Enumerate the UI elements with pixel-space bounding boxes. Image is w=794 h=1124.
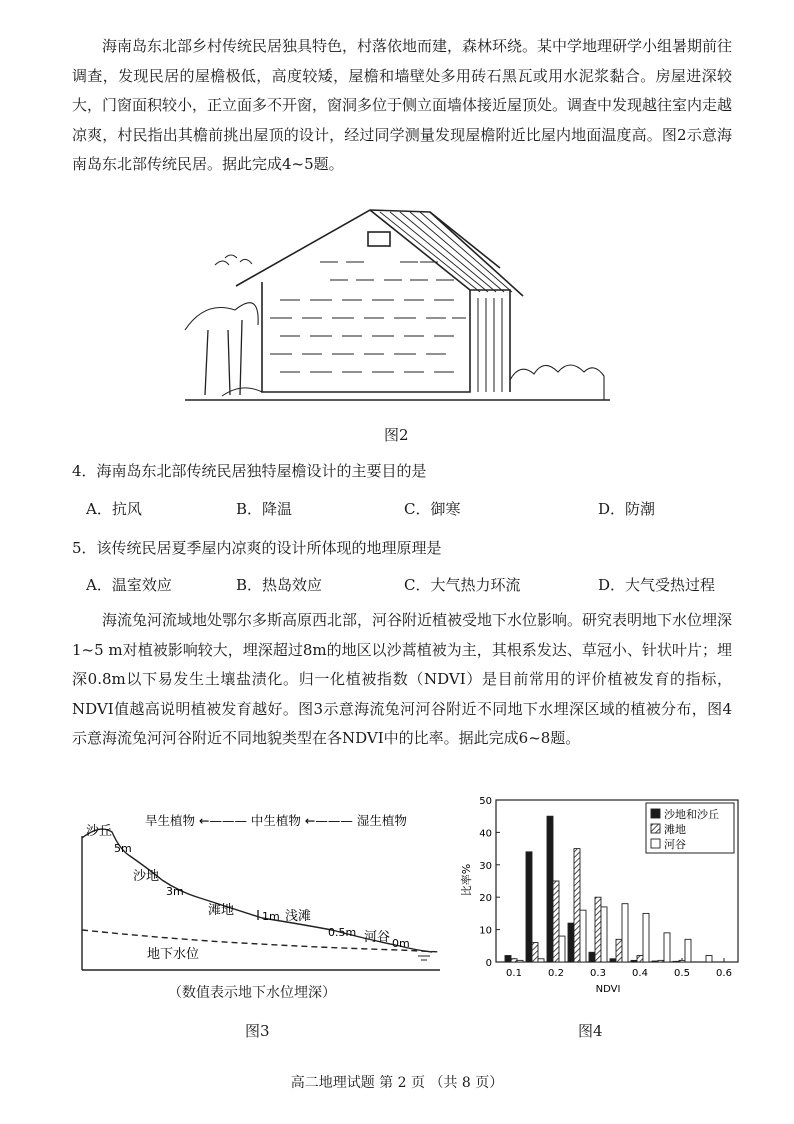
bar xyxy=(664,933,670,962)
bar xyxy=(547,816,553,962)
bar xyxy=(595,897,601,962)
bar xyxy=(517,960,523,962)
depth-3m: 3m xyxy=(166,885,184,898)
x-tick-label: 0.1 xyxy=(506,968,522,979)
x-axis-label: NDVI xyxy=(595,984,621,995)
depth-0m: 0m xyxy=(392,937,410,950)
x-tick-label: 0.4 xyxy=(632,968,648,979)
y-tick-label: 10 xyxy=(479,925,492,937)
legend-swatch xyxy=(651,824,660,833)
legend-label: 滩地 xyxy=(664,823,686,836)
bar xyxy=(685,939,691,962)
y-axis-label: 比率% xyxy=(460,863,473,897)
page-footer: 高二地理试题 第 2 页 （共 8 页） xyxy=(290,1075,504,1091)
legend-swatch xyxy=(651,809,660,818)
q5-option-a: A．温室效应 xyxy=(86,576,172,594)
bar xyxy=(601,907,607,962)
figure-2-caption: 图2 xyxy=(384,426,409,444)
figure-3-caption: 图3 xyxy=(245,1022,270,1040)
y-tick-label: 50 xyxy=(479,796,492,807)
x-tick-label: 0.5 xyxy=(674,968,690,979)
q5-option-b: B．热岛效应 xyxy=(236,576,323,594)
bar xyxy=(616,939,622,962)
x-tick-label: 0.3 xyxy=(590,968,606,979)
bar xyxy=(622,904,628,962)
bar xyxy=(574,849,580,962)
legend-label: 沙地和沙丘 xyxy=(664,808,719,821)
intro-paragraph-2: 海流兔河流域地处鄂尔多斯高原西北部，河谷附近植被受地下水位影响。研究表明地下水位埋深1~5 m对植被影响较大，埋深超过8m的地区以沙蒿植被为主，其根系发达、草冠小、针状叶片；埋深0.8m以下易发生土壤盐渍化。归一化植被指数（NDVI）是目前常用的评价植被发育的指标，NDVI值越高说明植被发育越好。图3示意海流兔河河谷附近不同地下水埋深区域的植被分布，图4示意海流兔河河谷附近不同地貌类型在各NDVI中的比率。据此完成6~8题。 xyxy=(72,611,733,747)
bar xyxy=(511,959,517,962)
bar xyxy=(679,960,685,962)
x-tick-label: 0.2 xyxy=(548,968,564,979)
intro-paragraph-1: 海南岛东北部乡村传统民居独具特色，村落依地而建，森林环绕。某中学地理研学小组暑期前往调查，发现民居的屋檐极低，高度较矮，屋檐和墙壁处多用砖石黑瓦或用水泥浆黏合。房屋进深较大，门窗面积较小，正立面多不开窗，窗洞多位于侧立面墙体接近屋顶处。调查中发现越往室内走越凉爽，村民指出其檐前挑出屋顶的设计，经过同学测量发现屋檐附近比屋内地面温度高。图2示意海南岛东北部传统民居。据此完成4~5题。 xyxy=(72,37,733,173)
vegetation-gradient-label: 旱生植物 ←——— 中生植物 ←——— 湿生植物 xyxy=(145,813,407,828)
bar xyxy=(559,936,565,962)
y-tick-label: 30 xyxy=(479,860,492,872)
q4-option-d: D．防潮 xyxy=(598,500,656,518)
bar xyxy=(538,959,544,962)
depth-1m: 1m xyxy=(262,910,280,923)
bar xyxy=(532,943,538,962)
label-sand: 沙地 xyxy=(133,869,160,884)
bar xyxy=(568,923,574,962)
bar xyxy=(505,956,511,962)
bar xyxy=(580,910,586,962)
q5-option-d: D．大气受热过程 xyxy=(598,576,716,594)
question-5-stem: 5．该传统民居夏季屋内凉爽的设计所体现的地理原理是 xyxy=(72,539,442,557)
q5-option-c: C．大气热力环流 xyxy=(404,576,521,594)
label-groundwater: 地下水位 xyxy=(147,947,200,962)
bar xyxy=(673,961,679,962)
y-tick-label: 20 xyxy=(479,893,492,905)
y-tick-label: 40 xyxy=(479,828,492,840)
label-dune: 沙丘 xyxy=(86,824,113,839)
bar xyxy=(637,956,643,962)
bar xyxy=(706,956,712,962)
depth-0-5m: 0.5m xyxy=(328,926,357,939)
x-tick-label: 0.6 xyxy=(716,968,732,979)
legend-label: 河谷 xyxy=(664,838,686,851)
bar xyxy=(631,960,637,962)
figure-4-caption: 图4 xyxy=(578,1022,603,1040)
label-shoal: 浅滩 xyxy=(285,909,312,924)
bar xyxy=(610,959,616,962)
question-4-stem: 4．海南岛东北部传统民居独特屋檐设计的主要目的是 xyxy=(72,462,427,480)
label-valley: 河谷 xyxy=(364,930,391,945)
depth-5m: 5m xyxy=(114,842,132,855)
q4-option-c: C．御寒 xyxy=(404,500,461,518)
q4-option-a: A．抗风 xyxy=(86,500,142,518)
q4-option-b: B．降温 xyxy=(236,500,293,518)
bar xyxy=(652,961,658,962)
y-tick-label: 0 xyxy=(485,958,492,969)
bar xyxy=(589,952,595,962)
bar xyxy=(658,960,664,962)
figure-3-note: （数值表示地下水位埋深） xyxy=(168,985,336,1001)
legend-swatch xyxy=(651,839,660,848)
bar xyxy=(553,881,559,962)
bar xyxy=(643,913,649,962)
label-beach: 滩地 xyxy=(208,903,235,918)
bar xyxy=(526,852,532,962)
